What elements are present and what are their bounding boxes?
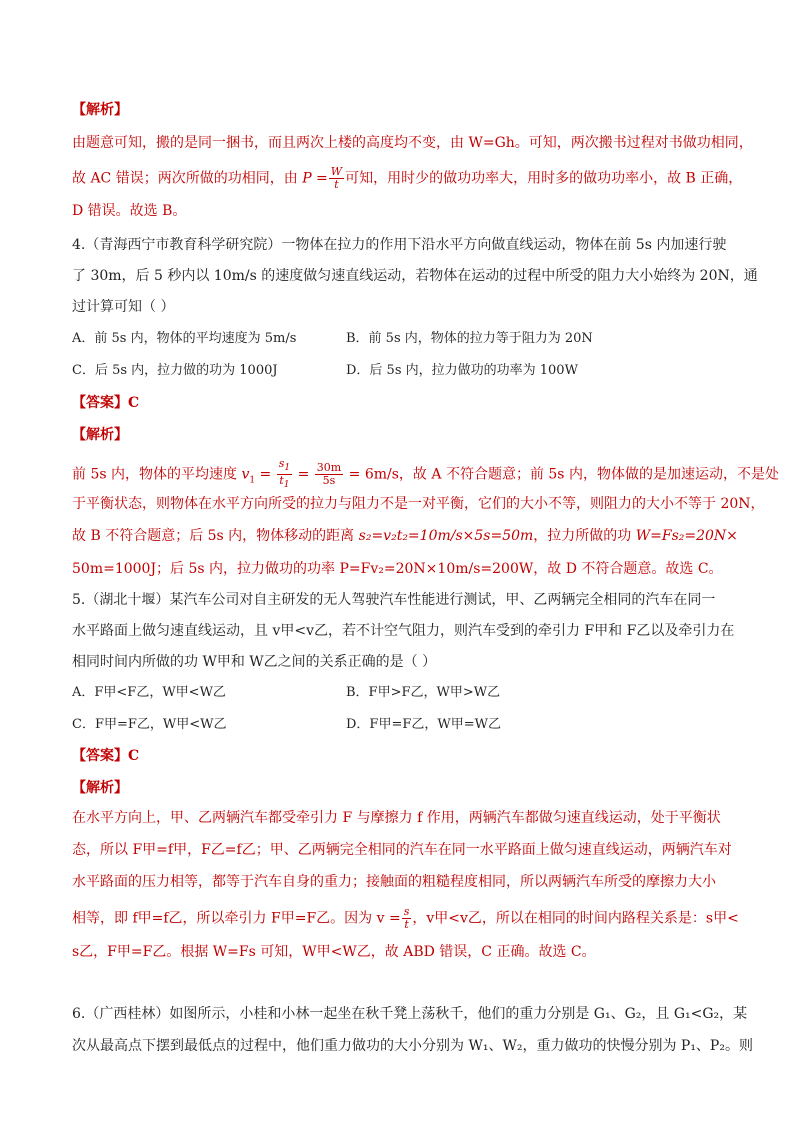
analysis-line: 由题意可知，搬的是同一捆书，而且两次上楼的高度均不变，由 W=Gh。可知，两次搬书过程对书做功相同， [72,135,753,151]
analysis-line: 态，所以 F甲=f甲，F乙=f乙；甲、乙两辆完全相同的汽车在同一水平路面上做匀速直线运动，两辆汽车对 [72,842,732,858]
analysis-heading: 【解析】 [72,427,128,443]
option-d: D．后 5s 内，拉力做功的功率为 100W [346,363,578,378]
analysis-line: 故 AC 错误；两次所做的功相同，由 P = $\frac{W}{t}$ 可知，用时少的做功功率大，用时多的做功功率小，故 B 正确， [72,165,743,191]
analysis-line: 故 B 不符合题意；后 5s 内，物体移动的距离 s₂=v₂t₂=10m/s×5s=50m，拉力所做的功 W=Fs₂=20N× [72,528,738,544]
answer-line: 【答案】C [72,395,140,411]
analysis-line: 在水平方向上，甲、乙两辆汽车都受牵引力 F 与摩擦力 f 作用，两辆汽车都做匀速直线运动，处于平衡状 [72,810,721,826]
analysis-line: 50m=1000J；后 5s 内，拉力做功的功率 P=Fv₂=20N×10m/s=200W，故 D 不符合题意。故选 C。 [72,561,723,577]
analysis-line: 水平路面的压力相等，都等于汽车自身的重力；接触面的粗糙程度相同，所以两辆汽车所受的摩擦力大小 [72,874,716,890]
analysis-line: s乙，F甲=F乙。根据 W=Fs 可知，W甲<W乙，故 ABD 错误，C 正确。故选 C。 [72,944,596,960]
option-b: B．F甲>F乙，W甲>W乙 [346,685,501,700]
question-stem: 5.（湖北十堰）某汽车公司对自主研发的无人驾驶汽车性能进行测试，甲、乙两辆完全相同的汽车在同一 [72,592,716,608]
question-stem: 了 30m，后 5 秒内以 10m/s 的速度做匀速直线运动，若物体在运动的过程中所受的阻力大小始终为 20N，通 [72,268,758,284]
question-stem: 6.（广西桂林）如图所示，小桂和小林一起坐在秋千凳上荡秋千，他们的重力分别是 G₁、G₂，且 G₁<G₂，某 [72,1006,748,1022]
option-a: A．前 5s 内，物体的平均速度为 5m/s [72,331,297,346]
analysis-line: 相等，即 f甲=f乙，所以牵引力 F甲=F乙。因为 v = $\frac{s}{t}$ ，v甲<v乙，所以在相同的时间内路程关系是：s甲< [72,905,739,931]
option-c: C．后 5s 内，拉力做的功为 1000J [72,363,278,378]
option-b: B．前 5s 内，物体的拉力等于阻力为 20N [346,331,593,346]
option-c: C．F甲=F乙，W甲<W乙 [72,717,227,732]
question-stem: 水平路面上做匀速直线运动，且 v甲<v乙，若不计空气阻力，则汽车受到的牵引力 F甲和 F乙以及牵引力在 [72,623,735,639]
question-stem: 相同时间内所做的功 W甲和 W乙之间的关系正确的是（ ） [72,654,437,670]
question-stem: 过计算可知（ ） [72,299,175,315]
analysis-line: 前 5s 内，物体的平均速度 $v_1$ = $\frac{s_1}{t_1}$ = $\frac{30m}{5s}$ = 6m/s，故 A 不符合题意；前 5s 内，物体做的是加速运动，不是处 [72,457,779,491]
option-d: D．F甲=F乙，W甲=W乙 [346,717,501,732]
analysis-line: D 错误。故选 B。 [72,203,187,219]
question-stem: 4.（青海西宁市教育科学研究院）一物体在拉力的作用下沿水平方向做直线运动，物体在前 5s 内加速行驶 [72,237,727,253]
question-stem: 次从最高点下摆到最低点的过程中，他们重力做功的大小分别为 W₁、W₂，重力做功的快慢分别为 P₁、P₂。则 [72,1038,753,1054]
analysis-heading: 【解析】 [72,780,128,796]
analysis-line: 于平衡状态，则物体在水平方向所受的拉力与阻力不是一对平衡，它们的大小不等，则阻力的大小不等于 20N， [72,496,765,512]
answer-line: 【答案】C [72,748,140,764]
analysis-heading: 【解析】 [72,102,128,118]
option-a: A．F甲<F乙，W甲<W乙 [72,685,226,700]
